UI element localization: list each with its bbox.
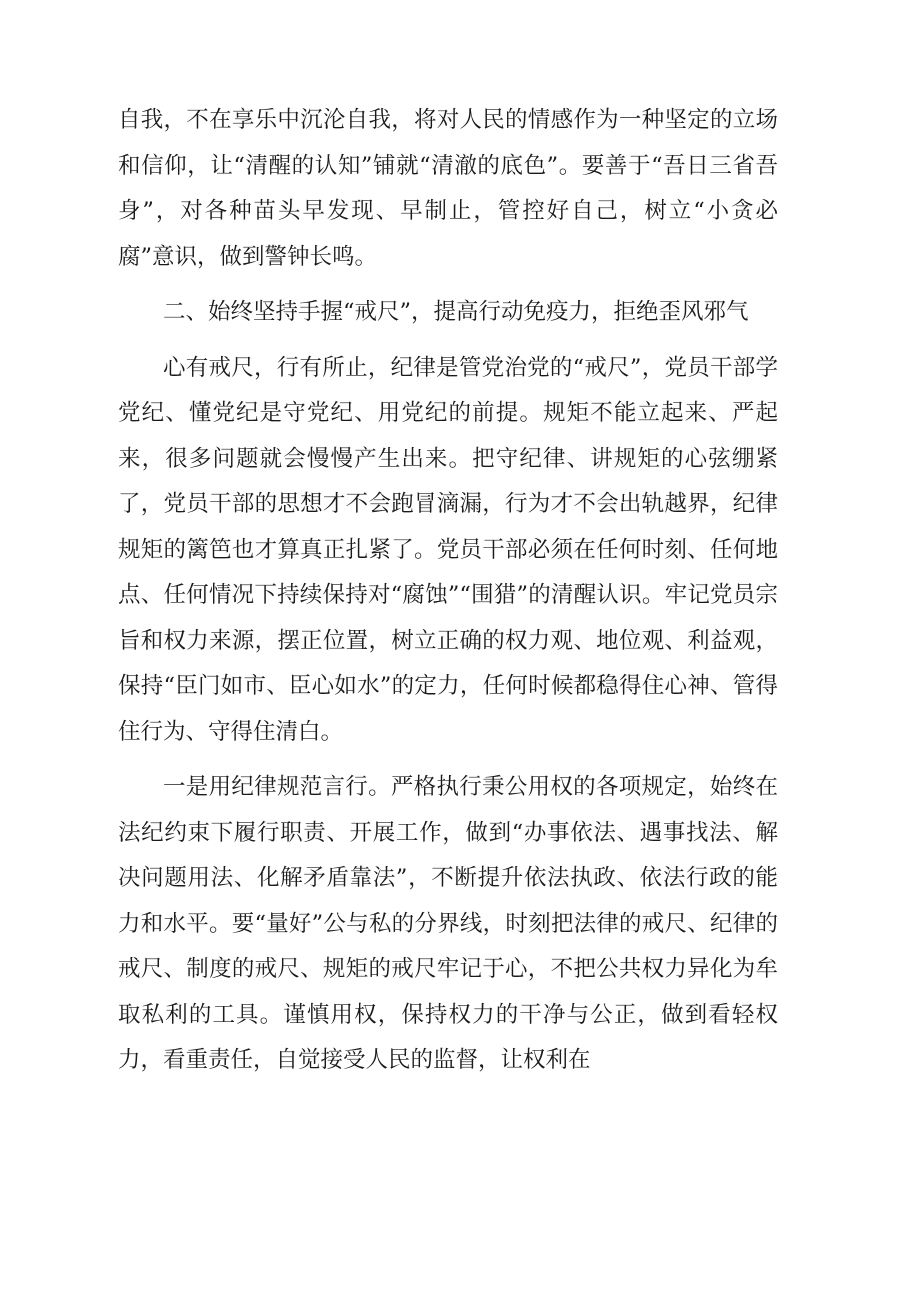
paragraph-discipline: 心有戒尺，行有所止，纪律是管党治党的“戒尺”，党员干部学党纪、懂党纪是守党纪、用党纪的前提。规矩不能立起来、严起来，很多问题就会慢慢产生出来。把守纪律、讲规矩的心弦绷紧了，党员干部的思想才不会跑冒滴漏，行为才不会出轨越界，纪律规矩的篱笆也才算真正扎紧了。党员干部必须在任何时刻、任何地点、任何情况下持续保持对“腐蚀”“围猎”的清醒认识。牢记党员宗旨和权力来源，摆正位置，树立正确的权力观、地位观、利益观，保持“臣门如市、臣心如水”的定力，任何时候都稳得住心神、管得住行为、守得住清白。 xyxy=(118,354,778,745)
section-heading: 二、始终坚持手握“戒尺”，提高行动免疫力，拒绝歪风邪气 xyxy=(163,299,749,325)
document-body xyxy=(118,98,778,1094)
paragraph-conduct: 一是用纪律规范言行。严格执行秉公用权的各项规定，始终在法纪约束下履行职责、开展工作，做到“办事依法、遇事找法、解决问题用法、化解矛盾靠法”，不断提升依法执政、依法行政的能力和水平。要“量好”公与私的分界线，时刻把法律的戒尺、纪律的戒尺、制度的戒尺、规矩的戒尺牢记于心，不把公共权力异化为牟取私利的工具。谨慎用权，保持权力的干净与公正，做到看轻权力，看重责任，自觉接受人民的监督，让权利在 xyxy=(118,774,778,1073)
paragraph-continued: 自我，不在享乐中沉沦自我，将对人民的情感作为一种坚定的立场和信仰，让“清醒的认知”铺就“清澈的底色”。要善于“吾日三省吾身”，对各种苗头早发现、早制止，管控好自己，树立“小贪必腐”意识，做到警钟长鸣。 xyxy=(118,107,778,270)
